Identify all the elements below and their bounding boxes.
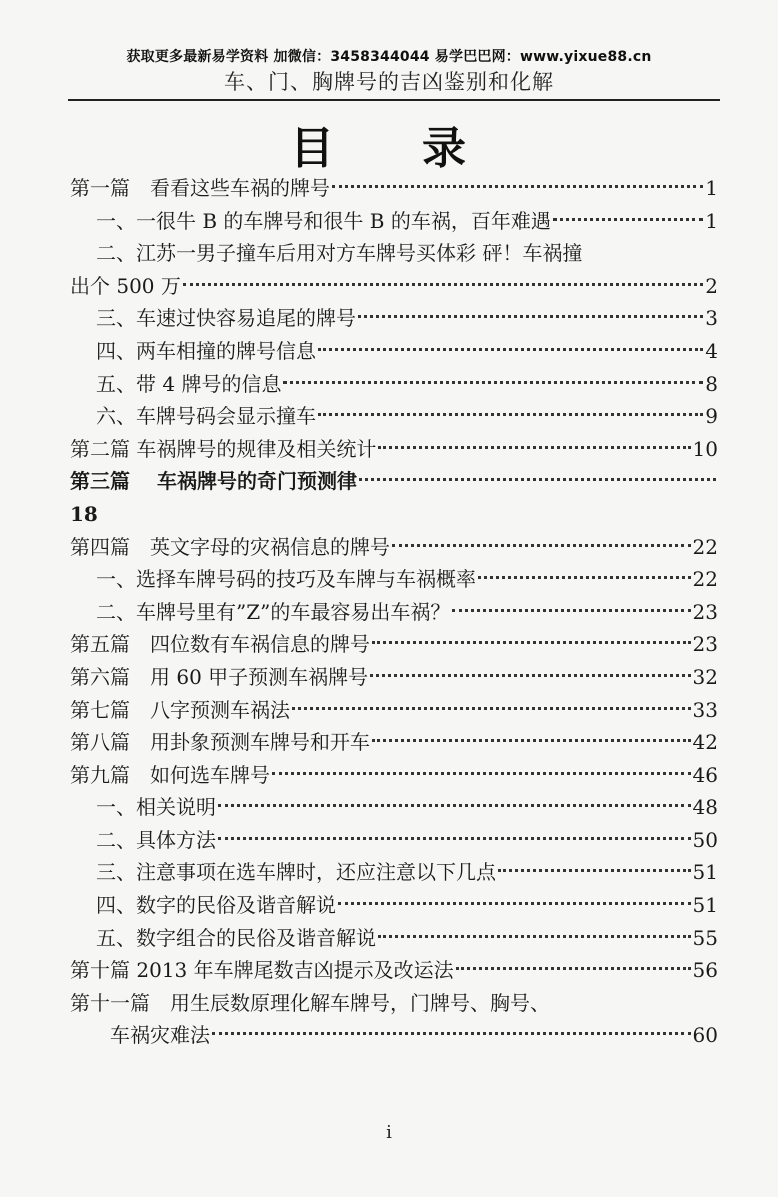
toc-entry-title: 六、车牌号码会显示撞车 [96,404,316,429]
toc-entry[interactable] [70,759,718,792]
toc-entry-page: 48 [692,795,718,820]
toc-entry-page: 18 [70,501,98,526]
toc-entry[interactable] [70,987,718,1020]
toc-entry[interactable] [70,302,718,335]
dot-leader [218,837,691,840]
toc-entry-page: 55 [692,925,718,950]
toc-entry-title: 二、具体方法 [96,827,216,852]
toc-entry-page: 51 [692,893,718,918]
toc-entry-page: 1 [705,176,718,200]
toc-entry-title: 五、带 4 牌号的信息 [96,371,282,396]
toc-entry[interactable] [70,596,718,629]
dot-leader [553,218,703,221]
toc-entry-title: 第五篇 四位数有车祸信息的牌号 [70,632,370,657]
toc-entry-continuation[interactable] [70,270,718,303]
dot-leader [358,315,703,318]
toc-entry[interactable] [70,400,718,433]
toc-list [70,172,718,1052]
toc-entry[interactable] [70,433,718,466]
dot-leader [318,413,703,416]
toc-entry-title: 第九篇 如何选车牌号 [70,762,270,787]
toc-entry-title: 第十篇 2013 年车牌尾数吉凶提示及改运法 [70,958,454,983]
toc-entry-continuation[interactable] [70,1019,718,1052]
toc-entry-title: 第四篇 英文字母的灾祸信息的牌号 [70,534,390,559]
watermark-text: 获取更多最新易学资料 加微信：3458344044 易学巴巴网：www.yixue88.cn [126,49,652,65]
toc-entry-title: 一、相关说明 [96,795,216,820]
dot-leader [359,478,716,481]
toc-entry-page: 50 [692,827,718,852]
toc-entry-title: 二、江苏一男子撞车后用对方车牌号买体彩 砰！车祸撞 [96,241,583,266]
dot-leader [478,576,691,579]
toc-entry[interactable] [70,172,718,205]
toc-entry-continuation[interactable] [70,498,718,531]
toc-entry-page: 3 [705,306,718,331]
dot-leader [292,707,691,710]
toc-entry-title: 第一篇 看看这些车祸的牌号 [70,176,330,200]
toc-entry[interactable] [70,661,718,694]
toc-entry[interactable] [70,694,718,727]
toc-entry-title: 二、车牌号里有”Z”的车最容易出车祸？ [96,599,451,624]
dot-leader [378,935,691,938]
dot-leader [498,869,691,872]
dot-leader [392,544,691,547]
toc-entry-page: 56 [692,958,718,983]
dot-leader [372,739,691,742]
toc-entry[interactable] [70,628,718,661]
toc-entry-page: 32 [692,664,718,689]
toc-entry-page: 46 [692,762,718,787]
toc-entry-title: 车祸灾难法 [110,1023,210,1048]
toc-entry-title: 一、选择车牌号码的技巧及车牌与车祸概率 [96,567,476,592]
toc-entry-page: 22 [692,567,718,592]
dot-leader [456,967,691,970]
toc-entry-title: 第七篇 八字预测车祸法 [70,697,290,722]
toc-entry-page: 1 [705,208,718,233]
dot-leader [338,902,691,905]
toc-heading: 目 录 [290,123,488,174]
toc-entry-page: 33 [692,697,718,722]
dot-leader [370,674,690,677]
toc-entry-page: 9 [705,404,718,429]
toc-entry-title: 三、车速过快容易追尾的牌号 [96,306,356,331]
dot-leader [372,641,691,644]
toc-entry-page: 23 [692,632,718,657]
running-header-title: 车、门、胸牌号的吉凶鉴别和化解 [224,70,554,94]
toc-entry-title: 三、注意事项在选车牌时，还应注意以下几点 [96,860,496,885]
dot-leader [183,283,703,286]
toc-entry[interactable] [70,922,718,955]
toc-entry-page: 2 [705,273,718,298]
dot-leader [452,609,690,612]
toc-entry-title: 四、数字的民俗及谐音解说 [96,893,336,918]
toc-entry-page: 22 [692,534,718,559]
toc-entry[interactable] [70,205,718,238]
toc-entry-title: 出个 500 万 [70,273,181,298]
toc-entry[interactable] [70,237,718,270]
toc-entry[interactable] [70,856,718,889]
toc-entry[interactable] [70,954,718,987]
toc-entry-page: 23 [692,599,718,624]
toc-entry[interactable] [70,465,718,498]
toc-entry-title: 第八篇 用卦象预测车牌号和开车 [70,730,370,755]
toc-entry[interactable] [70,368,718,401]
toc-entry-title: 第六篇 用 60 甲子预测车祸牌号 [70,664,369,689]
toc-entry[interactable] [70,335,718,368]
dot-leader [272,772,691,775]
toc-entry-title: 第十一篇 用生辰数原理化解车牌号，门牌号、胸号、 [70,990,550,1015]
toc-entry-page: 4 [705,338,718,363]
toc-entry-title: 一、一很牛 B 的车牌号和很牛 B 的车祸，百年难遇 [96,208,551,233]
toc-entry-title: 四、两车相撞的牌号信息 [96,338,316,363]
dot-leader [318,348,703,351]
toc-entry[interactable] [70,889,718,922]
toc-entry[interactable] [70,824,718,857]
dot-leader [212,1032,691,1035]
dot-leader [378,446,690,449]
toc-entry-page: 60 [692,1023,718,1048]
header-rule [68,99,720,101]
toc-entry-page: 51 [692,860,718,885]
toc-entry-title: 五、数字组合的民俗及谐音解说 [96,925,376,950]
dot-leader [218,804,691,807]
toc-entry[interactable] [70,531,718,564]
toc-entry-page: 8 [705,371,718,396]
page-number: i [386,1122,392,1143]
toc-entry-title: 第二篇 车祸牌号的规律及相关统计 [70,436,377,461]
toc-entry-page: 42 [692,730,718,755]
toc-entry[interactable] [70,563,718,596]
dot-leader [332,185,703,188]
toc-entry-page: 10 [692,436,718,461]
toc-entry[interactable] [70,791,718,824]
toc-entry[interactable] [70,726,718,759]
dot-leader [283,381,703,384]
toc-entry-title: 第三篇 车祸牌号的奇门预测律 [70,469,357,494]
